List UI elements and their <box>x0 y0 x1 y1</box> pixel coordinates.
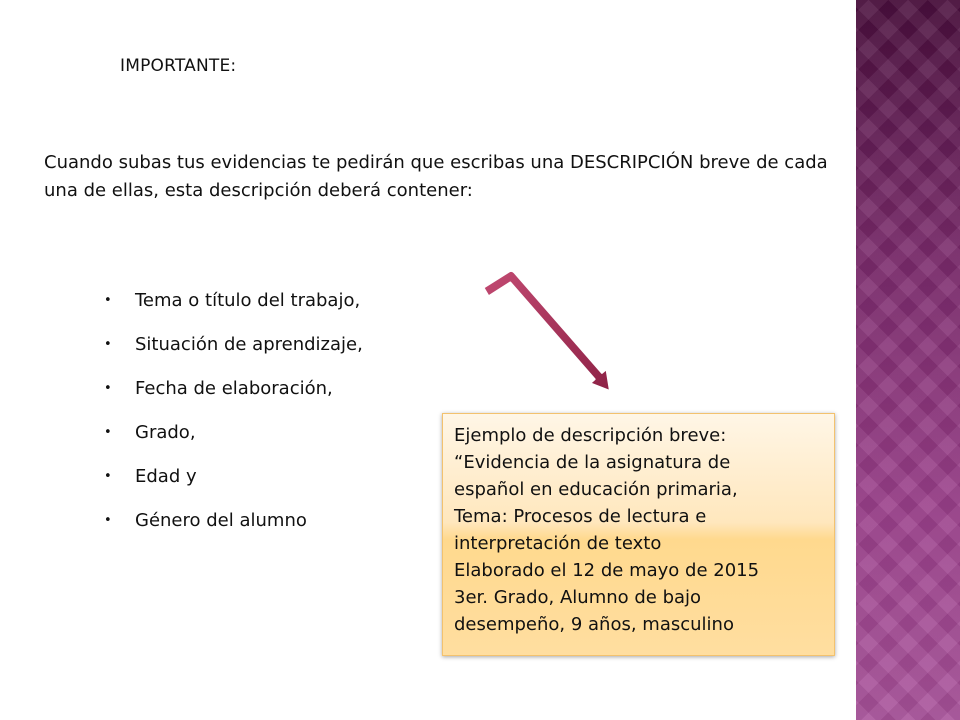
bullet-text: Grado, <box>135 421 196 443</box>
bullet-text: Fecha de elaboración, <box>135 377 333 399</box>
callout-line: español en educación primaria, <box>454 479 738 500</box>
bullet-text: Situación de aprendizaje, <box>135 333 363 355</box>
bullet-dot: • <box>104 468 112 484</box>
bullet-item <box>104 366 363 410</box>
decorative-side-band <box>856 0 960 720</box>
bullet-dot: • <box>104 336 112 352</box>
bullet-dot: • <box>104 424 112 440</box>
callout-line: Ejemplo de descripción breve: <box>454 425 727 446</box>
bullet-item <box>104 322 363 366</box>
heading: IMPORTANTE: <box>120 56 237 76</box>
bent-arrow-icon <box>470 255 630 395</box>
bullet-list <box>104 278 363 542</box>
callout-line: “Evidencia de la asignatura de <box>454 452 731 473</box>
bullet-item <box>104 498 363 542</box>
callout-line: desempeño, 9 años, masculino <box>454 614 734 635</box>
callout-line: interpretación de texto <box>454 533 662 554</box>
bullet-item <box>104 410 363 454</box>
callout-line: Tema: Procesos de lectura e <box>454 506 707 527</box>
bullet-dot: • <box>104 512 112 528</box>
example-callout <box>442 413 835 656</box>
callout-line: 3er. Grado, Alumno de bajo <box>454 587 702 608</box>
intro-text: Cuando subas tus evidencias te pedirán que escribas una DESCRIPCIÓN breve de cada una de ellas, esta descripción deberá contener: <box>44 152 828 201</box>
bullet-text: Tema o título del trabajo, <box>135 289 361 311</box>
bullet-dot: • <box>104 380 112 396</box>
bullet-item <box>104 278 363 322</box>
callout-line: Elaborado el 12 de mayo de 2015 <box>454 560 760 581</box>
bullet-dot: • <box>104 292 112 308</box>
bullet-item <box>104 454 363 498</box>
bullet-text: Género del alumno <box>135 509 307 531</box>
bullet-text: Edad y <box>135 465 197 487</box>
